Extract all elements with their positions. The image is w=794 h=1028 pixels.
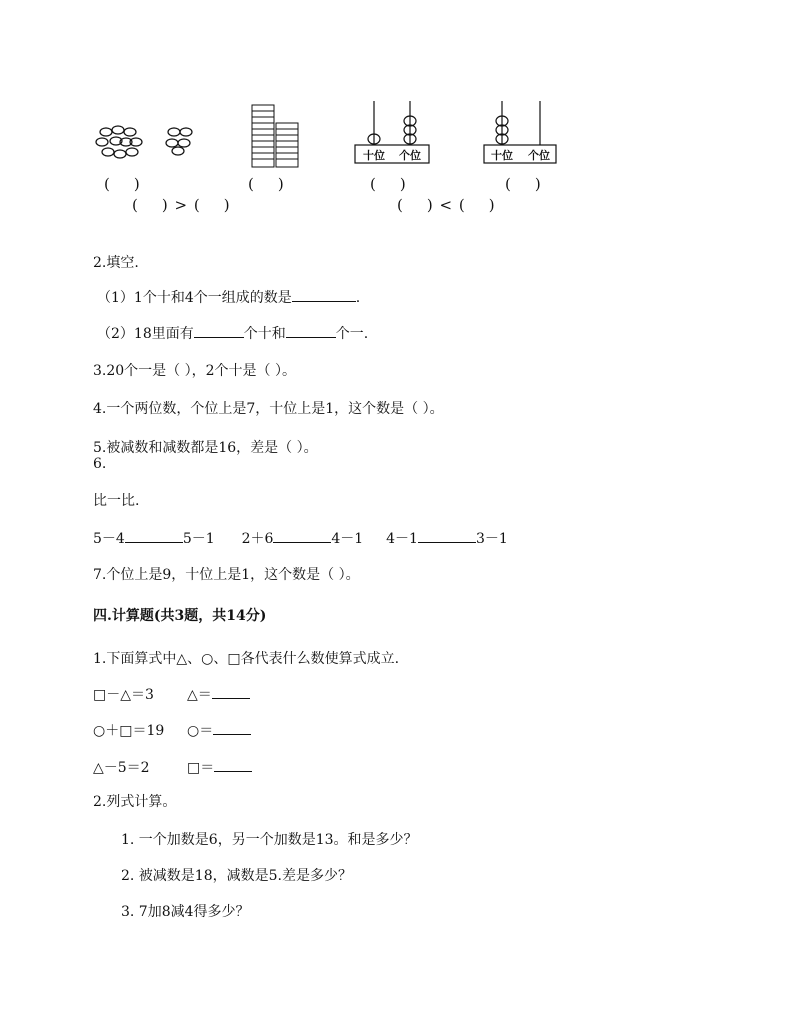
calc1-row1-equation: □－△＝3 xyxy=(93,687,154,703)
q6-pair1-right: 5－1 xyxy=(182,531,215,547)
q6-pair1-blank[interactable] xyxy=(125,530,183,543)
q2-item2-suffix: 个一. xyxy=(335,326,369,342)
section4-title: 四.计算题(共3题，共14分) xyxy=(93,608,267,624)
q6-number: 6. xyxy=(93,456,107,472)
q5: 5.被减数和减数都是16，差是（ ）。 xyxy=(93,440,318,456)
ten-ovals-figure xyxy=(96,126,142,158)
q2-item1-blank[interactable] xyxy=(292,289,356,302)
calc1-row3-blank[interactable] xyxy=(214,759,252,772)
calc2-title: 2.列式计算。 xyxy=(93,794,177,810)
bundles-figure xyxy=(252,105,298,167)
q2-item2-blank-tens[interactable] xyxy=(194,325,244,338)
answer-paren-ovals: ( ) xyxy=(104,175,141,193)
q3: 3.20个一是（ ），2个十是（ ）。 xyxy=(93,363,296,379)
q6-pair3-blank[interactable] xyxy=(418,530,476,543)
calc2-item-2: 2. 被减数是18，减数是5.差是多少？ xyxy=(121,868,352,884)
q2-item1-text: （1）1个十和4个一组成的数是 xyxy=(97,290,292,306)
q7: 7.个位上是9，十位上是1，这个数是（ ）。 xyxy=(93,567,360,583)
calc1-row3-equation: △－5＝2 xyxy=(93,760,150,776)
q6-pair2-left: 2＋6 xyxy=(241,531,274,547)
q2-item2-middle: 个十和 xyxy=(243,326,286,342)
answer-paren-bundles: ( ) xyxy=(248,175,285,193)
q2-item1-suffix: . xyxy=(355,290,361,306)
q2-item2-text: （2）18里面有 xyxy=(97,326,194,342)
q6-pair2-right: 4－1 xyxy=(331,531,364,547)
calc1-row2-equation: ○＋□＝19 xyxy=(93,723,165,739)
q2-item2 xyxy=(97,323,368,343)
calc1-title: 1.下面算式中△、○、□各代表什么数使算式成立. xyxy=(93,651,400,667)
q6-pair1-left: 5－4 xyxy=(93,531,125,547)
abacus-right-ones-label: 个位 xyxy=(528,149,550,162)
compare-less: ( ) < ( ) xyxy=(397,196,496,214)
calc1-row2-blank[interactable] xyxy=(213,722,251,735)
q2-item2-blank-ones[interactable] xyxy=(286,325,336,338)
q6-pair2-blank[interactable] xyxy=(273,530,331,543)
calc1-row1-blank[interactable] xyxy=(212,686,250,699)
calc1-row3-answer-label: □＝ xyxy=(187,760,215,776)
abacus-left-ones-label: 个位 xyxy=(399,149,421,162)
calc1-row2 xyxy=(93,720,251,740)
calc1-row2-answer-label: ○＝ xyxy=(187,723,214,739)
q6-pair3-right: 3－1 xyxy=(475,531,508,547)
calc1-row3 xyxy=(93,757,252,777)
q6-compare-row xyxy=(93,528,508,548)
compare-greater: ( ) > ( ) xyxy=(132,196,231,214)
q6-pair3-left: 4－1 xyxy=(386,531,418,547)
q2-item1 xyxy=(97,287,360,307)
q2-title: 2.填空. xyxy=(93,255,139,271)
abacus-right-tens-label: 十位 xyxy=(491,149,513,162)
calc1-row1 xyxy=(93,684,250,704)
answer-paren-abacus-right: ( ) xyxy=(505,175,542,193)
abacus-left-tens-label: 十位 xyxy=(363,149,385,162)
calc2-item-1: 1. 一个加数是6，另一个加数是13。和是多少？ xyxy=(121,832,418,848)
q6-title: 比一比. xyxy=(93,493,140,509)
q4: 4.一个两位数，个位上是7，十位上是1，这个数是（ ）。 xyxy=(93,401,444,417)
calc2-item-3: 3. 7加8减4得多少？ xyxy=(121,904,250,920)
calc1-row1-answer-label: △＝ xyxy=(187,687,212,703)
answer-paren-abacus-left: ( ) xyxy=(370,175,407,193)
four-ovals-figure xyxy=(166,128,192,155)
